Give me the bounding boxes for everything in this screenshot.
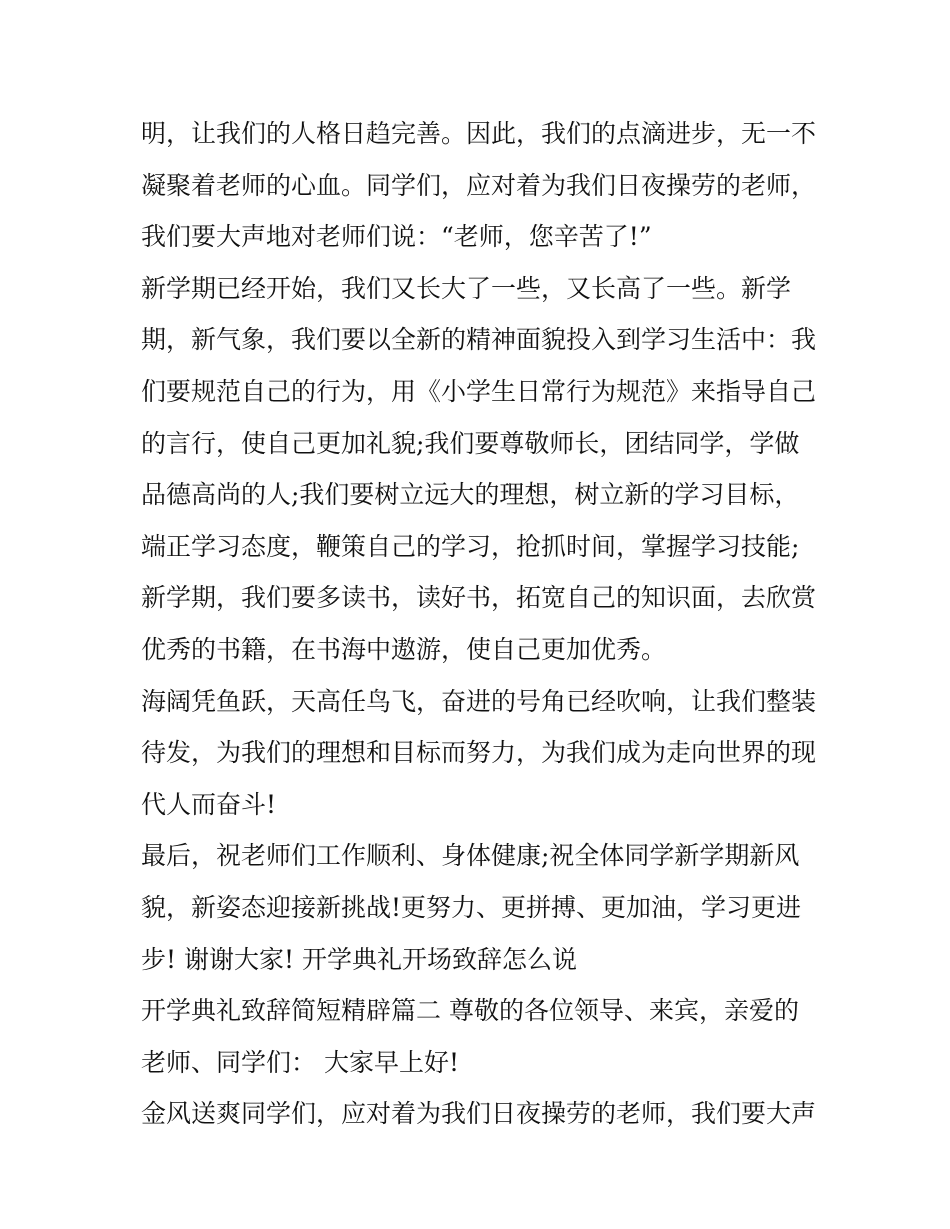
text-line: 步! 谢谢大家! 开学典礼开场致辞怎么说: [141, 944, 577, 974]
text-line: 最后，祝老师们工作顺利、身体健康;祝全体同学新学期新风: [141, 841, 800, 871]
text-line: 老师、同学们： 大家早上好!: [141, 1047, 459, 1077]
text-line: 们要规范自己的行为，用《小学生日常行为规范》来指导自己: [141, 376, 817, 406]
text-line: 的言行，使自己更加礼貌;我们要尊敬师长，团结同学，学做: [141, 428, 800, 458]
text-line: 期，新气象，我们要以全新的精神面貌投入到学习生活中：我: [141, 325, 817, 355]
text-line: 代人而奋斗!: [141, 789, 277, 819]
text-line: 凝聚着老师的心血。同学们，应对着为我们日夜操劳的老师，: [141, 170, 817, 200]
text-line: 待发，为我们的理想和目标而努力，为我们成为走向世界的现: [141, 738, 817, 768]
text-line: 优秀的书籍，在书海中遨游，使自己更加优秀。: [141, 634, 667, 664]
text-line: 端正学习态度，鞭策自己的学习，抢抓时间，掌握学习技能;: [141, 531, 800, 561]
text-line: 我们要大声地对老师们说：“老师，您辛苦了!”: [141, 222, 652, 252]
text-line: 明，让我们的人格日趋完善。因此，我们的点滴进步，无一不: [141, 119, 817, 148]
text-line: 海阔凭鱼跃，天高任鸟飞，奋进的号角已经吹响，让我们整装: [141, 686, 817, 716]
text-line: 貌，新姿态迎接新挑战!更努力、更拼搏、更加油，学习更进: [141, 892, 802, 922]
text-line: 开学典礼致辞简短精辟篇二 尊敬的各位领导、来宾，亲爱的: [141, 996, 799, 1026]
text-line: 新学期已经开始，我们又长大了一些，又长高了一些。新学: [141, 273, 792, 303]
text-line: 金风送爽同学们，应对着为我们日夜操劳的老师，我们要大声: [141, 1099, 817, 1129]
body-text: [141, 108, 821, 1140]
text-line: 新学期，我们要多读书，读好书，拓宽自己的知识面，去欣赏: [141, 583, 817, 613]
text-line: 品德高尚的人;我们要树立远大的理想，树立新的学习目标，: [141, 480, 800, 510]
